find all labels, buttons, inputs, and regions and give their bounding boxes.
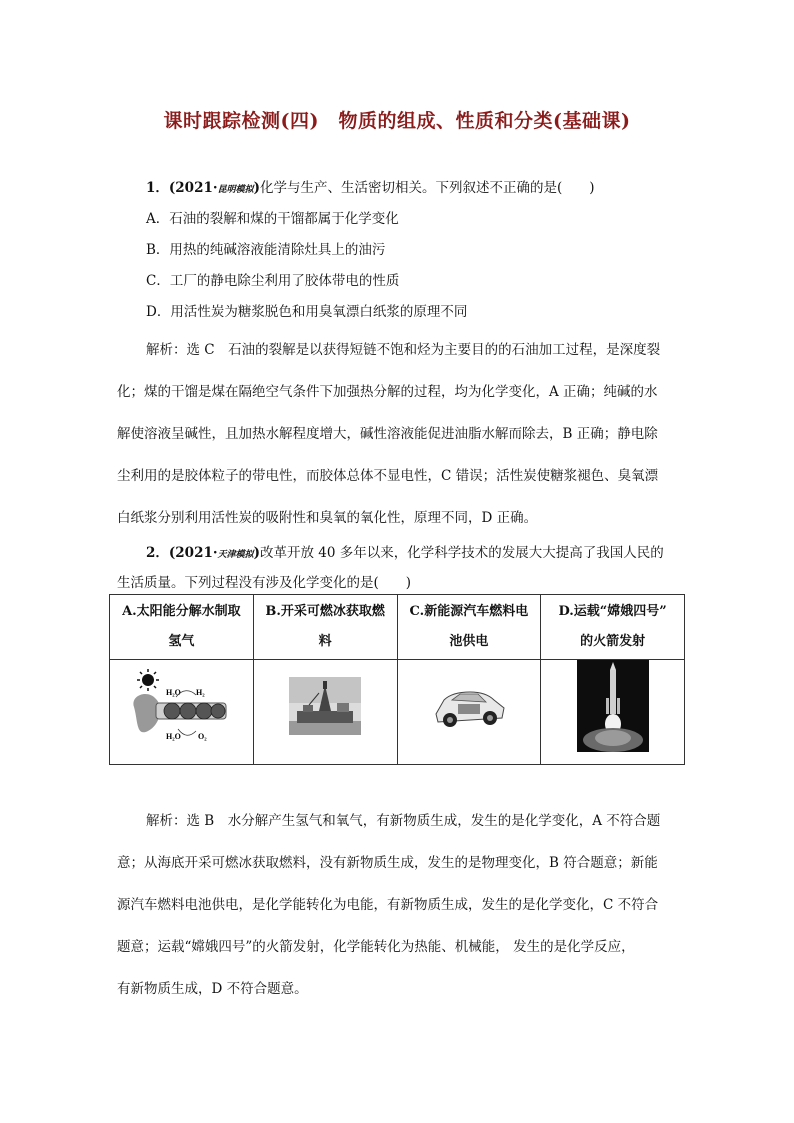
question-2-analysis-line: 意；从海底开采可燃冰获取燃料，没有新物质生成，发生的是物理变化，B 符合题意；新能 [117,855,658,871]
question-2-number: 2． [146,545,169,561]
rocket-launch-photo [577,660,649,752]
question-1-source: 昆明模拟 [217,185,254,195]
question-1-number: 1． [146,180,169,196]
question-2-source: 天津模拟 [217,550,254,560]
option-d-cell: D.运载“嫦娥四号” 的火箭发射 [541,595,685,660]
svg-text:H₂O: H₂O [166,688,182,697]
option-a-cell: A.太阳能分解水制取 氢气 [110,595,254,660]
svg-text:H₂: H₂ [196,688,205,697]
option-c-image-cell [397,660,541,765]
question-2-analysis-line: 有新物质生成，D 不符合题意。 [117,981,308,997]
option-b-cell: B.开采可燃冰获取燃 料 [253,595,397,660]
option-c-cell: C.新能源汽车燃料电 池供电 [397,595,541,660]
question-2-options-table [109,594,685,765]
question-1-analysis-line: 解析：选 C 石油的裂解是以获得短链不饱和烃为主要目的的石油加工过程，是深度裂 [146,342,661,358]
water-splitting-diagram [126,667,236,745]
question-1-option-c: C．工厂的静电除尘利用了胶体带电的性质 [146,273,400,289]
svg-text:O₂: O₂ [198,732,207,741]
option-d-image-cell [541,660,685,765]
fuel-cell-car-photo [430,678,508,734]
question-1-option-b: B．用热的纯碱溶液能清除灶具上的油污 [146,242,386,258]
question-1-analysis-line: 化；煤的干馏是煤在隔绝空气条件下加强热分解的过程，均为化学变化，A 正确；纯碱的水 [117,384,658,400]
question-2-text: 改革开放 40 多年以来，化学科学技术的发展大大提高了我国人民的 [259,545,664,561]
question-2-analysis-line: 题意；运载“嫦娥四号”的火箭发射，化学能转化为热能、机械能， 发生的是化学反应， [117,939,635,955]
question-1-analysis-line: 解使溶液呈碱性，且加热水解程度增大，碱性溶液能促进油脂水解而除去，B 正确；静电除 [117,426,658,442]
question-2-analysis-line: 解析：选 B 水分解产生氢气和氧气，有新物质生成，发生的是化学变化，A 不符合题 [146,813,661,829]
question-1-analysis-line: 白纸浆分别利用活性炭的吸附性和臭氧的氧化性，原理不同，D 正确。 [117,510,538,526]
question-1-stem: 1．(2021·昆明模拟)化学与生产、生活密切相关。下列叙述不正确的是( ) [146,180,595,196]
svg-text:H₂O: H₂O [166,732,182,741]
question-1-option-d: D．用活性炭为糖浆脱色和用臭氧漂白纸浆的原理不同 [146,304,468,320]
question-2-analysis-line: 源汽车燃料电池供电，是化学能转化为电能，有新物质生成，发生的是化学变化，C 不符合 [117,897,659,913]
option-b-image-cell [253,660,397,765]
question-1-option-a: A．石油的裂解和煤的干馏都属于化学变化 [146,211,399,227]
page-title: 课时跟踪检测(四) 物质的组成、性质和分类(基础课) [163,110,631,132]
question-2-stem: 2．(2021·天津模拟)改革开放 40 多年以来，化学科学技术的发展大大提高了我国人民的 [146,545,664,561]
question-1-text: 化学与生产、生活密切相关。下列叙述不正确的是( ) [259,180,595,196]
drilling-platform-photo [289,677,361,735]
sun-icon [137,669,159,691]
question-1-analysis-line: 尘利用的是胶体粒子的带电性，而胶体总体不显电性，C 错误；活性炭使糖浆褪色、臭氧漂 [117,468,659,484]
option-a-image-cell [110,660,254,765]
question-2-stem-line2: 生活质量。下列过程没有涉及化学变化的是( ) [117,575,412,591]
